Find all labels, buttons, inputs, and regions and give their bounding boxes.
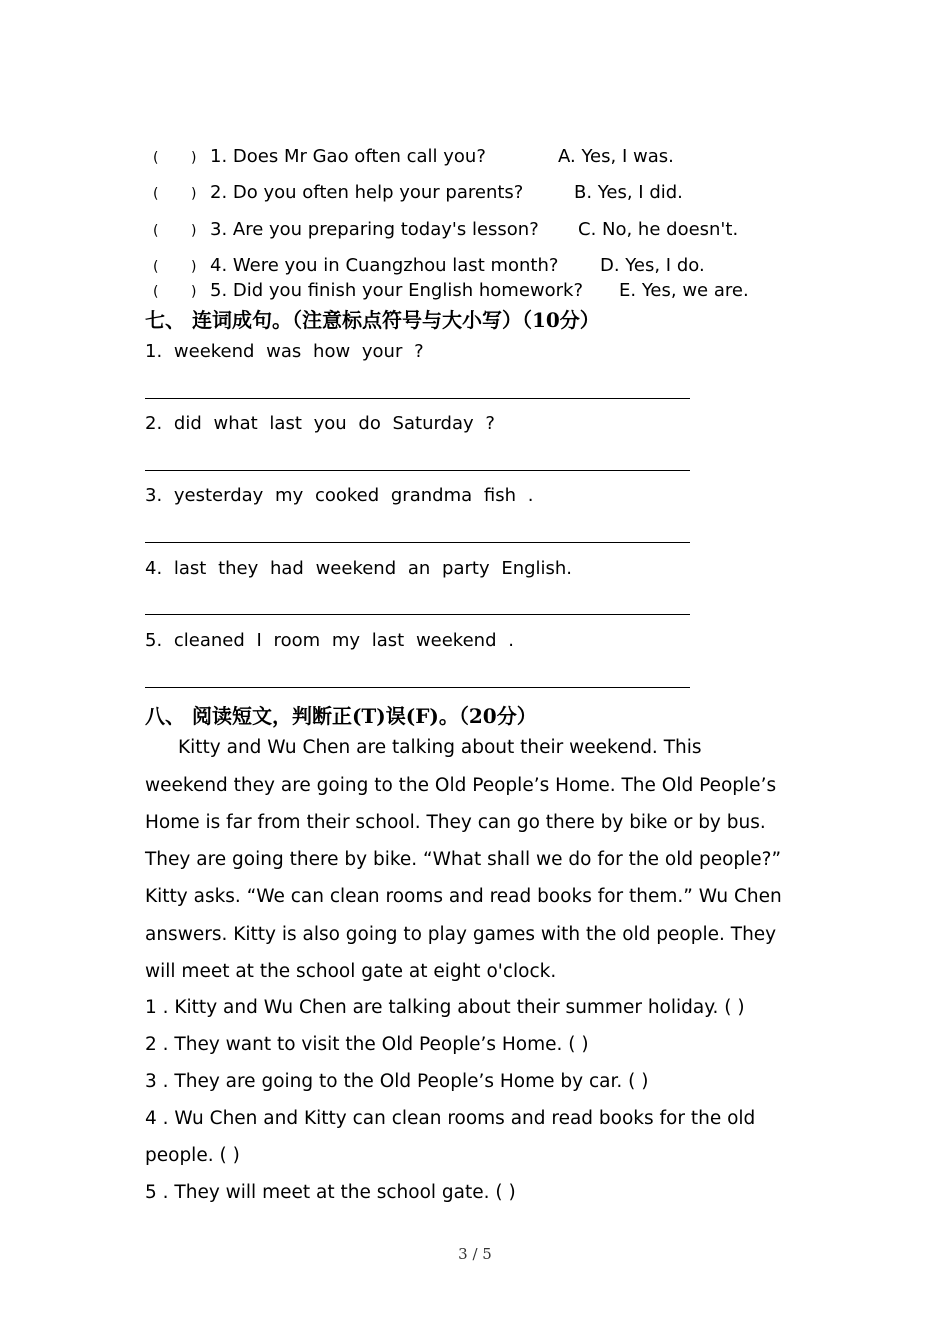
sentence-prompt: 3. yesterday my cooked grandma fish . <box>145 485 534 506</box>
answer-blank-close: ) <box>191 150 197 166</box>
answer-blank-open: ( <box>153 186 159 202</box>
passage-line: will meet at the school gate at eight o'clock. <box>145 961 557 982</box>
matching-answer: E. Yes, we are. <box>619 280 749 301</box>
sentence-prompt: 5. cleaned I room my last weekend . <box>145 630 514 651</box>
answer-blank-open: ( <box>153 223 159 239</box>
answer-line <box>145 614 690 615</box>
answer-line <box>145 687 690 688</box>
answer-blank-close: ) <box>191 284 197 300</box>
answer-blank-open: ( <box>153 259 159 275</box>
sentence-prompt: 2. did what last you do Saturday ? <box>145 413 495 434</box>
answer-blank-close: ) <box>191 186 197 202</box>
matching-question: 5. Did you finish your English homework? <box>210 280 584 301</box>
answer-line <box>145 470 690 471</box>
passage-line: Kitty asks. “We can clean rooms and read books for them.” Wu Chen <box>145 886 782 907</box>
tf-question: 1 . Kitty and Wu Chen are talking about their summer holiday. ( ) <box>145 997 745 1018</box>
matching-question: 3. Are you preparing today's lesson? <box>210 219 539 240</box>
passage-line: answers. Kitty is also going to play games with the old people. They <box>145 924 777 945</box>
section-8-title: 八、 阅读短文，判断正(T)误(F)。（20分） <box>145 704 537 728</box>
matching-question: 1. Does Mr Gao often call you? <box>210 146 486 167</box>
passage-line: They are going there by bike. “What shall we do for the old people?” <box>145 849 782 870</box>
tf-question: 5 . They will meet at the school gate. ( ) <box>145 1182 516 1203</box>
tf-question: 2 . They want to visit the Old People’s Home. ( ) <box>145 1034 589 1055</box>
answer-line <box>145 398 690 399</box>
matching-answer: B. Yes, I did. <box>574 182 683 203</box>
passage-line: weekend they are going to the Old People’s Home. The Old People’s <box>145 775 777 796</box>
section-7-title: 七、 连词成句。（注意标点符号与大小写）（10分） <box>145 308 600 332</box>
sentence-prompt: 1. weekend was how your ? <box>145 341 424 362</box>
matching-question: 4. Were you in Cuangzhou last month? <box>210 255 559 276</box>
matching-question: 2. Do you often help your parents? <box>210 182 524 203</box>
tf-question-continued: people. ( ) <box>145 1145 240 1166</box>
answer-blank-open: ( <box>153 284 159 300</box>
page-number: 3 / 5 <box>458 1245 492 1263</box>
answer-line <box>145 542 690 543</box>
matching-answer: A. Yes, I was. <box>558 146 674 167</box>
passage-line: Kitty and Wu Chen are talking about their weekend. This <box>178 737 702 758</box>
answer-blank-open: ( <box>153 150 159 166</box>
matching-answer: C. No, he doesn't. <box>578 219 739 240</box>
passage-line: Home is far from their school. They can go there by bike or by bus. <box>145 812 766 833</box>
sentence-prompt: 4. last they had weekend an party English. <box>145 558 573 579</box>
matching-answer: D. Yes, I do. <box>600 255 705 276</box>
tf-question: 3 . They are going to the Old People’s Home by car. ( ) <box>145 1071 649 1092</box>
tf-question: 4 . Wu Chen and Kitty can clean rooms and read books for the old <box>145 1108 756 1129</box>
answer-blank-close: ) <box>191 259 197 275</box>
answer-blank-close: ) <box>191 223 197 239</box>
